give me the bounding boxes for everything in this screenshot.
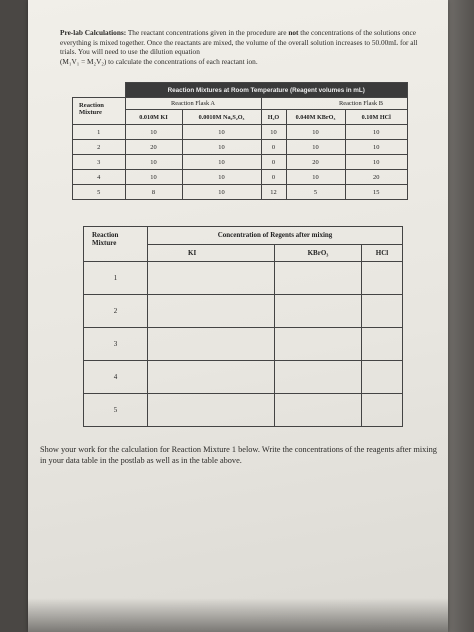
ki-cell[interactable] [148,262,275,295]
kbro3-cell[interactable] [275,295,362,328]
ki-cell[interactable] [148,295,275,328]
work-instructions: Show your work for the calculation for Reaction Mixture 1 below. Write the concentrations of the reagents after mixing in your data table in the postlab as well as in the table above. [40,445,437,465]
hcl-cell[interactable] [362,361,403,394]
col-ki: KI [148,244,275,262]
kbro3-cell[interactable] [275,394,362,427]
col-ki: 0.010M KI [125,110,182,125]
table-row: 3 10 10 0 20 10 [73,155,408,170]
table-row: 2 20 10 0 10 10 [73,140,408,155]
col-kbro3: KBrO₃ [275,244,362,262]
col-kbro3: 0.040M KBrO₃ [286,110,345,125]
hcl-cell[interactable] [362,394,403,427]
ki-cell[interactable] [148,394,275,427]
col-hcl: HCl [362,244,403,262]
prelab-emph: not [288,28,299,37]
hcl-cell[interactable] [362,262,403,295]
flask-a-header: Reaction Flask A [125,98,261,110]
table-row: 5 [84,394,403,427]
prelab-text-2: the concentrations of the solutions once everything is mixed together. Once the reactants are mixed, the volume of the overall solution increases to 50.00mL for all trials. You will need to use the dilution equation [60,28,418,57]
prelab-text-1: The reactant concentrations given in the procedure are [126,28,289,37]
table-row: 5 8 10 12 5 15 [73,185,408,200]
col-hcl: 0.10M HCl [345,110,408,125]
hcl-cell[interactable] [362,295,403,328]
ki-cell[interactable] [148,361,275,394]
table-row: 4 10 10 0 10 20 [73,170,408,185]
kbro3-cell[interactable] [275,262,362,295]
table-row: 1 [84,262,403,295]
table-row: 4 [84,361,403,394]
col-h2o: H₂O [261,110,286,125]
kbro3-cell[interactable] [275,328,362,361]
dilution-equation: (M₁V₁ = M₂V₂) to calculate the concentrations of each reactant ion. [60,56,258,66]
kbro3-cell[interactable] [275,361,362,394]
ki-cell[interactable] [148,328,275,361]
table-row: 3 [84,328,403,361]
reaction-mixtures-table [72,82,408,200]
table2-row-header: Reaction Mixture [84,227,148,262]
table1-title: Reaction Mixtures at Room Temperature (Reagent volumes in mL) [125,83,408,98]
table1-row-header: Reaction Mixture [73,98,126,125]
concentration-table [83,226,403,427]
flask-b-header: Reaction Flask B [261,98,408,110]
hcl-cell[interactable] [362,328,403,361]
col-na2s2o3: 0.0010M Na₂S₂O₃ [182,110,261,125]
table-row: 2 [84,295,403,328]
paper-shadow [28,598,448,632]
prelab-label: Pre-lab Calculations: [60,28,127,37]
table-row: 1 10 10 10 10 10 [73,125,408,140]
prelab-instructions [60,28,428,66]
table2-title: Concentration of Regents after mixing [148,227,403,245]
